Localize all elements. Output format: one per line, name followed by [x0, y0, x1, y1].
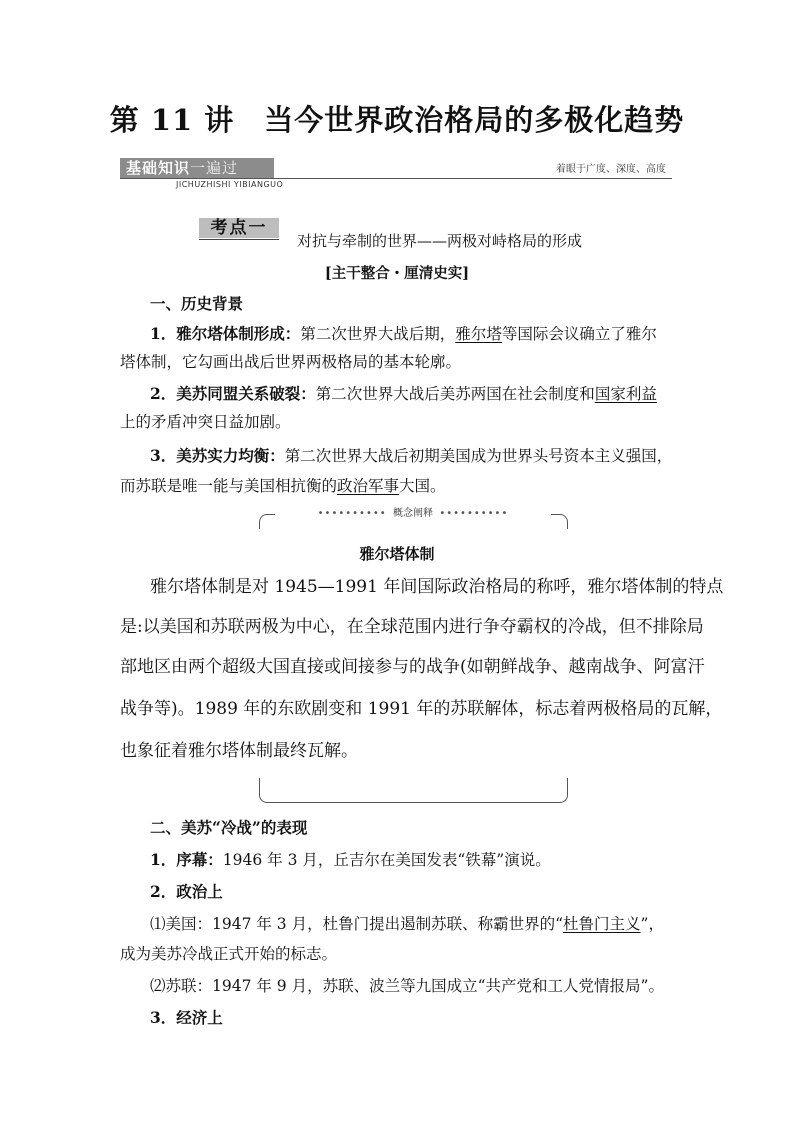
section2-item3: 3．经济上: [150, 1008, 223, 1027]
section2-item1: [150, 850, 551, 870]
concept-line: 部地区由两个超级大国直接或间接参与的战争(如朝鲜战争、越南战争、阿富汗: [120, 657, 705, 677]
kaodian-underline: [199, 239, 279, 240]
dots-decoration: ••••••••••: [317, 508, 387, 519]
section1-heading: 一、历史背景: [150, 294, 244, 313]
subsection-heading: [主干整合・厘清史实]: [324, 265, 470, 282]
concept-line: 是:以美国和苏联两极为中心，在全球范围内进行争夺霸权的冷战，但不排除局: [120, 617, 704, 637]
section1-item2-line2: 上的矛盾冲突日益加剧。: [120, 413, 291, 431]
concept-line: 雅尔塔体制是对 1945—1991 年间国际政治格局的称呼，雅尔塔体制的特点: [150, 577, 724, 597]
item-text: ”，: [640, 915, 664, 933]
section1-item3-line2: [120, 476, 446, 496]
item-text: 而苏联是唯一能与美国相抗衡的: [120, 477, 338, 495]
banner-label: [120, 158, 274, 179]
section2-heading: 二、美苏“冷战”的表现: [150, 818, 308, 837]
item-label: 1．雅尔塔体制形成：: [150, 324, 301, 343]
item-text: 第二次世界大战后美苏两国在社会制度和: [315, 385, 595, 403]
section2-item2: 2．政治上: [150, 882, 223, 901]
underlined-term: 杜鲁门主义: [563, 915, 641, 933]
concept-frame-label-text: 概念阐释: [393, 508, 433, 519]
section1-item1-line1: [150, 324, 657, 344]
item-label: 3．美苏实力均衡：: [150, 446, 285, 465]
underlined-term: 雅尔塔: [455, 325, 502, 343]
item-text: 1946 年 3 月，丘吉尔在美国发表“铁幕”演说。: [222, 851, 551, 869]
section1-item1-line2: 塔体制，它勾画出战后世界两极格局的基本轮廓。: [120, 353, 462, 371]
banner-rule: [120, 178, 672, 179]
dots-decoration: ••••••••••: [439, 508, 509, 519]
section2-item2b: ⑵苏联：1947 年 9 月，苏联、波兰等九国成立“共产党和工人党情报局”。: [150, 977, 664, 995]
page-title: 第 11 讲 当今世界政治格局的多极化趋势: [109, 103, 685, 137]
item-text: 大国。: [399, 477, 446, 495]
section-banner: [120, 158, 672, 192]
concept-line: 战争等)。1989 年的东欧剧变和 1991 年的苏联解体，标志着两极格局的瓦解，: [120, 699, 723, 719]
item-text: 等国际会议确立了雅尔: [501, 325, 657, 343]
section1-item3-line1: [150, 446, 672, 466]
item-text: 第二次世界大战后初期美国成为世界头号资本主义强国，: [284, 447, 673, 465]
banner-label-main: 基础知识: [126, 159, 191, 177]
banner-tagline: 着眼于广度、深度、高度: [556, 164, 666, 175]
section2-item2a-line2: 成为美苏冷战正式开始的标志。: [120, 945, 338, 963]
concept-title: 雅尔塔体制: [359, 545, 435, 563]
item-text: 第二次世界大战后期，: [300, 325, 456, 343]
concept-frame-label: [275, 508, 551, 520]
section1-item2-line1: [150, 384, 657, 404]
section2-item2a-line1: [150, 914, 664, 934]
banner-label-sub: 一遍过: [190, 159, 239, 177]
item-text: ⑴美国：1947 年 3 月，杜鲁门提出遏制苏联、称霸世界的“: [150, 915, 564, 933]
kaodian-badge: 考点一: [199, 218, 279, 238]
underlined-term: 国家利益: [594, 385, 657, 403]
concept-frame-bottom: [259, 778, 568, 803]
kaodian-title: 对抗与牵制的世界——两极对峙格局的形成: [297, 232, 583, 250]
item-label: 1．序幕：: [150, 850, 223, 869]
banner-pinyin: JICHUZHISHI YIBIANGUO: [176, 180, 284, 189]
concept-line: 也象征着雅尔塔体制最终瓦解。: [120, 741, 358, 761]
item-label: 2．美苏同盟关系破裂：: [150, 384, 316, 403]
underlined-term: 政治军事: [337, 477, 400, 495]
